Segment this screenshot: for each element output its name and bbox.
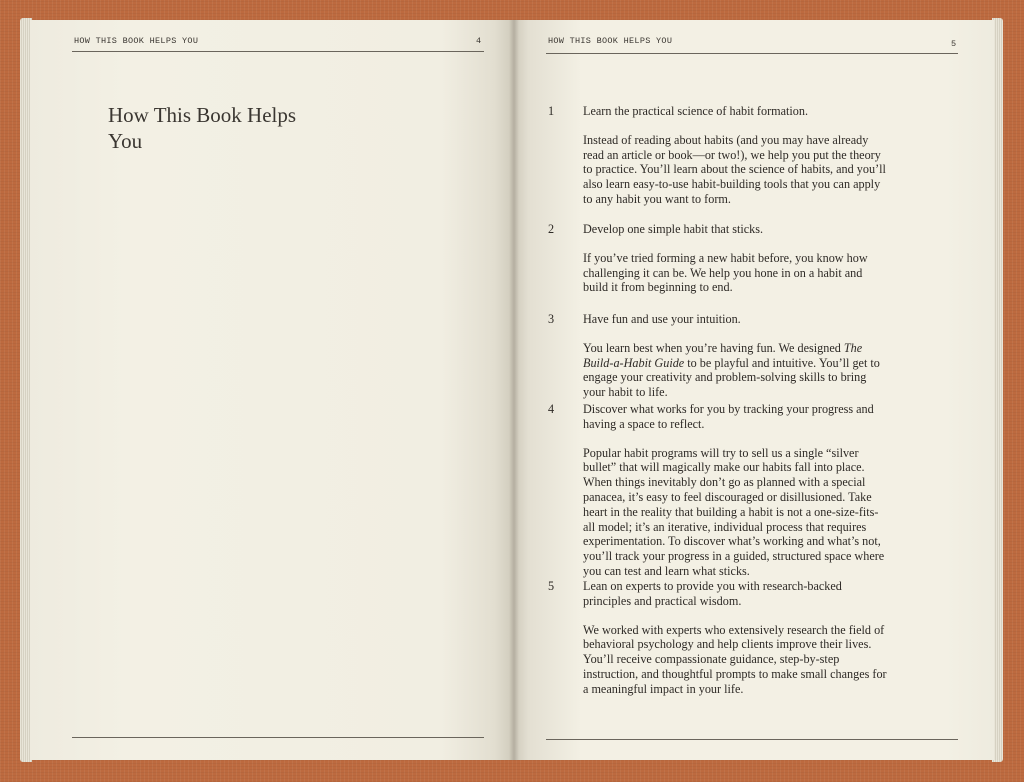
book-gutter bbox=[509, 20, 519, 760]
item-body: If you’ve tried forming a new habit before, you know how challenging it can be. We help you hone in on a habit and build it from beginning to end. bbox=[583, 250, 868, 295]
page-title: How This Book Helps You bbox=[108, 103, 297, 153]
item-body bbox=[583, 341, 888, 400]
item-number: 1 bbox=[548, 104, 555, 118]
right-header-rule bbox=[546, 53, 958, 54]
left-running-head: HOW THIS BOOK HELPS YOU bbox=[74, 36, 199, 46]
list-item bbox=[548, 104, 888, 207]
right-page-number: 5 bbox=[951, 39, 957, 49]
right-running-head: HOW THIS BOOK HELPS YOU bbox=[548, 36, 673, 46]
item-number: 5 bbox=[548, 579, 555, 593]
item-heading: Develop one simple habit that sticks. bbox=[583, 222, 764, 236]
item-number: 3 bbox=[548, 312, 555, 326]
item-heading: Have fun and use your intuition. bbox=[583, 312, 741, 326]
left-header-rule bbox=[72, 51, 484, 52]
left-footer-rule bbox=[72, 737, 484, 738]
item-heading: Learn the practical science of habit formation. bbox=[583, 104, 809, 118]
item-body-text: You learn best when you’re having fun. We designed bbox=[583, 340, 844, 355]
item-heading: Discover what works for you by tracking your progress and having a space to reflect. bbox=[583, 402, 874, 431]
item-body: Instead of reading about habits (and you may have already read an article or book—or two!), we help you put the theory to practice. You’ll learn about the science of habits, and you’ll also learn easy-to-use habit-building tools that you can apply to any habit you want to form. bbox=[583, 132, 886, 206]
item-body: Popular habit programs will try to sell us a single “silver bullet” that will magically make our habits fall into place. When things inevitably don’t go as planned with a special panacea, it’s easy to feel discouraged or disillusioned. Take heart in the reality that building a habit is not a one-size-fits-all model; it’s an iterative, individual process that requires experimentation. To discover what’s working and what’s not, you’ll track your progress in a guided, structured space where you can test and learn what sticks. bbox=[583, 445, 885, 578]
right-footer-rule bbox=[546, 739, 958, 740]
list-item bbox=[548, 402, 888, 579]
item-body-text: to be playful and intuitive. You’ll get to engage your creativity and problem-solving skills to bring your habit to life. bbox=[583, 355, 880, 400]
list-item bbox=[548, 312, 888, 400]
list-item bbox=[548, 579, 888, 697]
book-title-italic: The Build-a-Habit Guide bbox=[583, 340, 863, 370]
item-body: We worked with experts who extensively research the field of behavioral psychology and help clients improve their lives. You’ll receive compassionate guidance, step-by-step instruction, and thoughtful prompts to make small changes for a meaningful impact in your life. bbox=[583, 622, 887, 696]
item-number: 2 bbox=[548, 222, 555, 236]
item-heading: Lean on experts to provide you with research-backed principles and practical wisdom. bbox=[583, 579, 842, 608]
item-number: 4 bbox=[548, 402, 555, 416]
list-item bbox=[548, 222, 888, 295]
left-page-number: 4 bbox=[476, 36, 482, 46]
